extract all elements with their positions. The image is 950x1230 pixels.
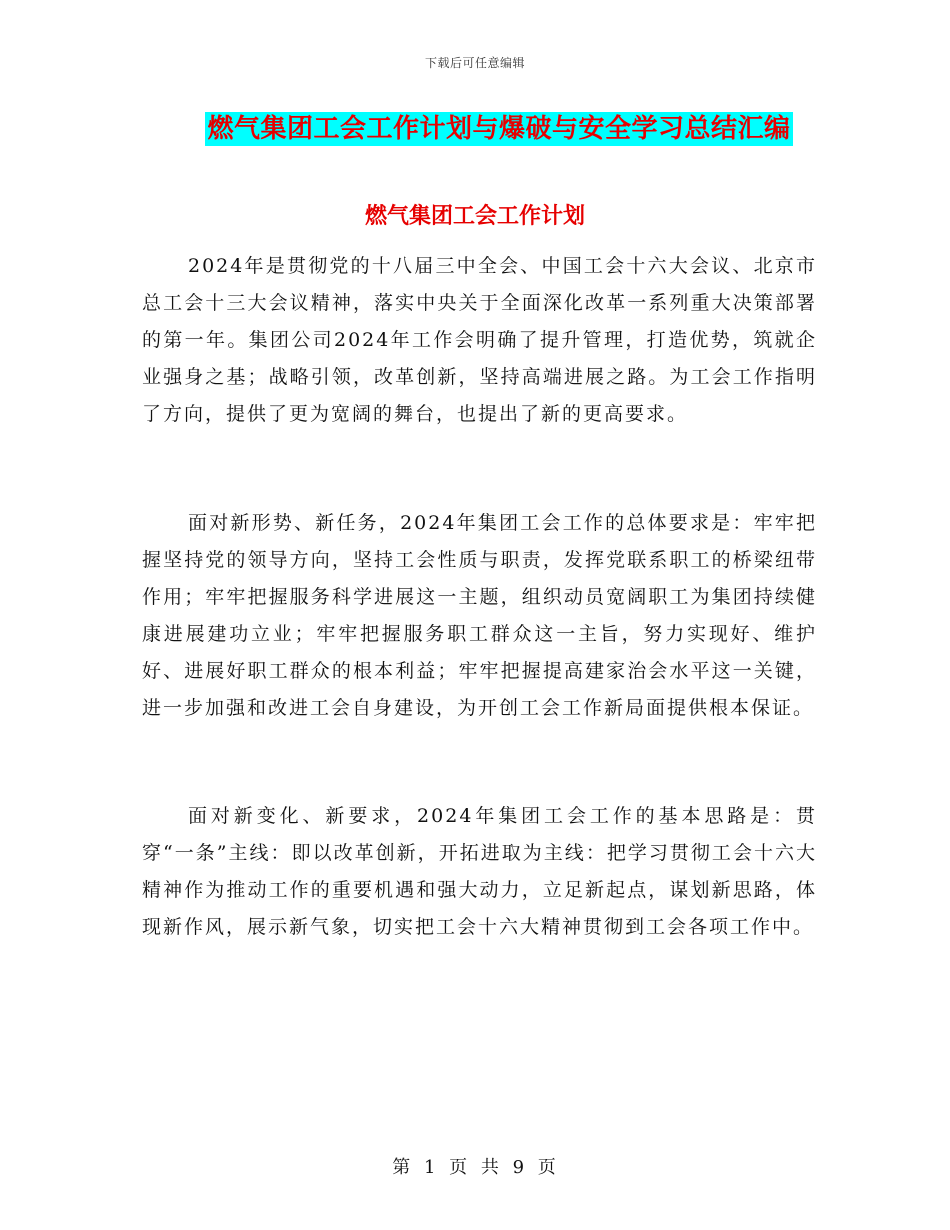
section-title: 燃气集团工会工作计划 [364,203,585,229]
page-header-note: 下载后可任意编辑 [424,56,525,70]
main-title-container [0,112,950,146]
body-paragraph: 2024年是贯彻党的十八届三中全会、中国工会十六大会议、北京市总工会十三大会议精神，落实中央关于全面深化改革一系列重大决策部署的第一年。集团公司2024年工作会明确了提升管理，打造优势，筑就企业强身之基；战略引领，改革创新，坚持高端进展之路。为工会工作指明了方向，提供了更为宽阔的舞台，也提出了新的更高要求。 [142,255,817,425]
body-paragraph: 面对新变化、新要求，2024年集团工会工作的基本思路是：贯穿“一条”主线：即以改革创新，开拓进取为主线：把学习贯彻工会十六大精神作为推动工作的重要机遇和强大动力，立足新起点，谋划新思路，体现新作风，展示新气象，切实把工会十六大精神贯彻到工会各项工作中。 [142,805,817,938]
page-number-footer: 第 1 页 共 9 页 [392,1157,558,1178]
body-paragraph: 面对新形势、新任务，2024年集团工会工作的总体要求是：牢牢把握坚持党的领导方向，坚持工会性质与职责，发挥党联系职工的桥梁纽带作用；牢牢把握服务科学进展这一主题，组织动员宽阔职工为集团持续健康进展建功立业；牢牢把握服务职工群众这一主旨，努力实现好、维护好、进展好职工群众的根本利益；牢牢把握提高建家治会水平这一关键，进一步加强和改进工会自身建设，为开创工会工作新局面提供根本保证。 [142,512,817,719]
document-main-title: 燃气集团工会工作计划与爆破与安全学习总结汇编 [207,114,791,144]
